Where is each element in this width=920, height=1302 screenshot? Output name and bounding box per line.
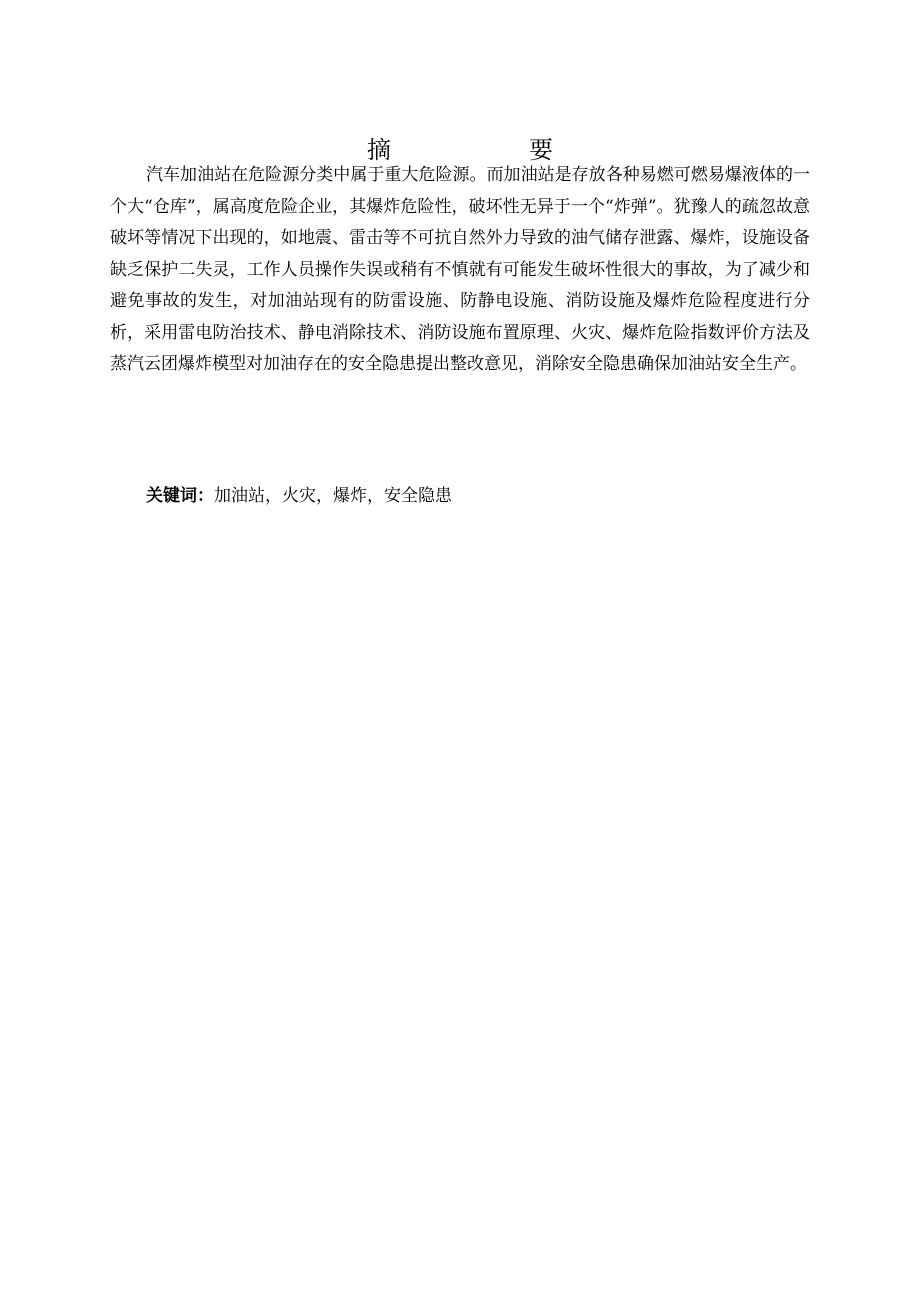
abstract-body: 汽车加油站在危险源分类中属于重大危险源。而加油站是存放各种易燃可燃易爆液体的一个大“仓库”，属高度危险企业，其爆炸危险性，破坏性无异于一个“炸弹”。犹豫人的疏忽故意破坏等情况下出现的，如地震、雷击等不可抗自然外力导致的油气储存泄露、爆炸，设施设备缺乏保护二失灵，工作人员操作失误或稍有不慎就有可能发生破坏性很大的事故，为了减少和避免事故的发生，对加油站现有的防雷设施、防静电设施、消防设施及爆炸危险程度进行分析，采用雷电防治技术、静电消除技术、消防设施布置原理、火灾、爆炸危险指数评价方法及蒸汽云团爆炸模型对加油存在的安全隐患提出整改意见，消除安全隐患确保加油站安全生产。	[110, 165, 810, 374]
keywords-text: 加油站，火灾，爆炸，安全隐患	[214, 486, 452, 506]
keywords-label: 关键词：	[146, 486, 214, 506]
keywords-line	[146, 482, 452, 510]
abstract-title: 摘 要	[367, 136, 583, 165]
